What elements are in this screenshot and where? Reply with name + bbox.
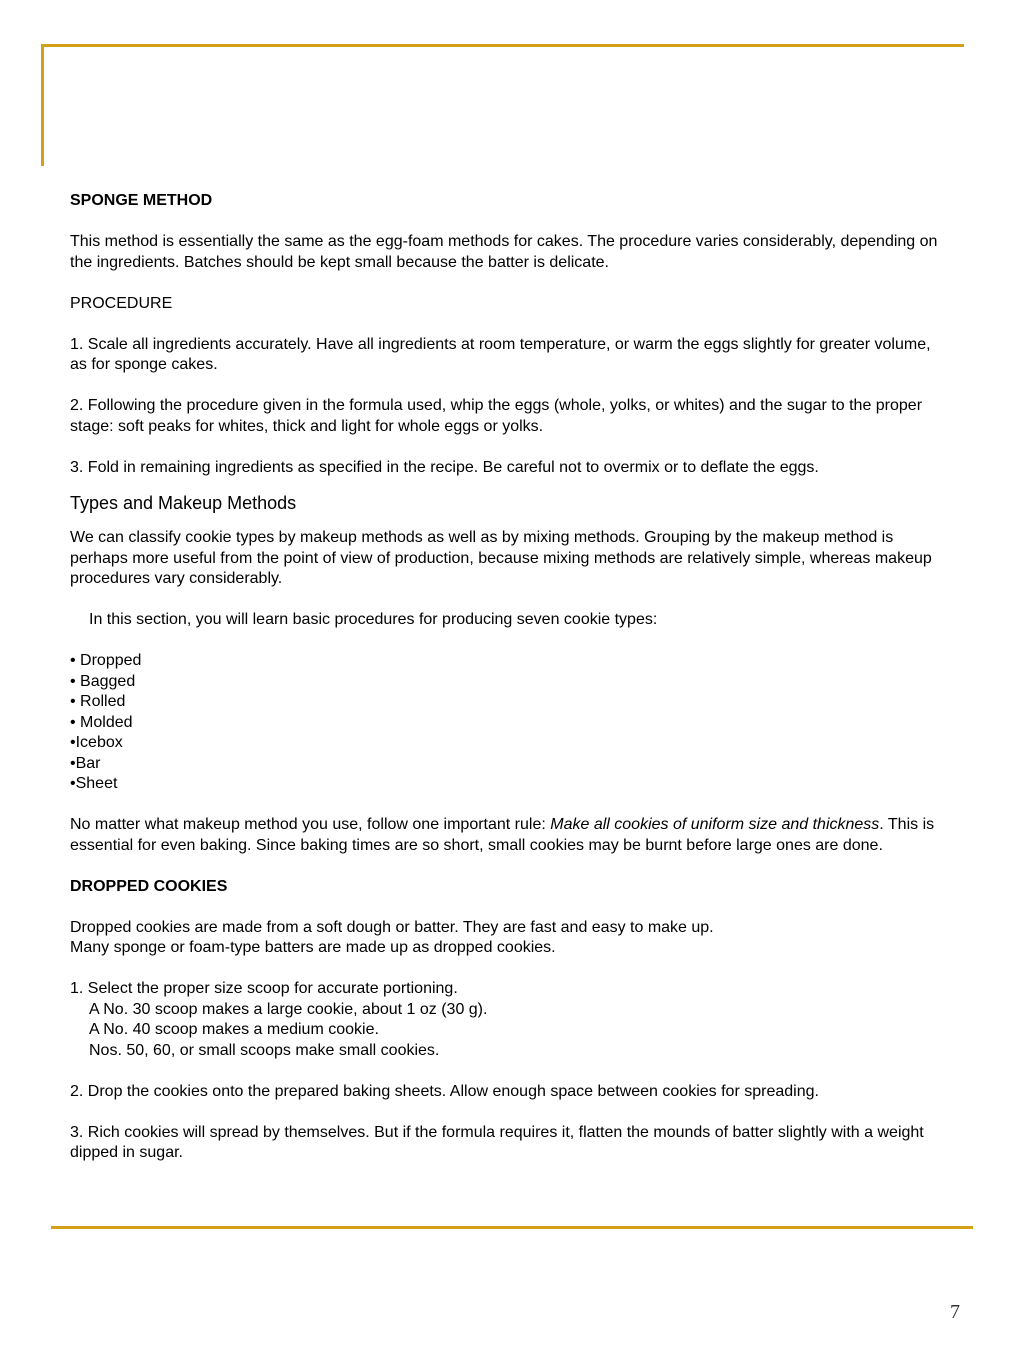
- sponge-step-3: 3. Fold in remaining ingredients as specified in the recipe. Be careful not to overmix or to deflate the eggs.: [70, 458, 819, 476]
- types-heading: Types and Makeup Methods: [70, 493, 297, 513]
- sponge-step-2: 2. Following the procedure given in the formula used, whip the eggs (whole, yolks, or whites) and the sugar to the proper stage: soft peaks for whites, thick and light for whole eggs or yolks.: [70, 397, 923, 435]
- list-item: •Sheet: [70, 775, 118, 792]
- dropped-step-2: 2. Drop the cookies onto the prepared baking sheets. Allow enough space between cookies for spreading.: [70, 1082, 819, 1100]
- list-item: •Bar: [70, 754, 101, 772]
- types-intro: We can classify cookie types by makeup methods as well as by mixing methods. Grouping by the makeup method is perhaps more useful from the point of view of production, because mixing methods are relatively simple, whereas makeup procedures vary considerably.: [70, 529, 932, 587]
- dropped-intro-line-2: Many sponge or foam-type batters are made up as dropped cookies.: [70, 939, 556, 956]
- list-item: • Rolled: [70, 693, 126, 710]
- page-number: 7: [950, 1301, 960, 1323]
- dropped-cookies-heading: DROPPED COOKIES: [70, 877, 228, 895]
- list-item: • Molded: [70, 713, 133, 731]
- sponge-step-1: 1. Scale all ingredients accurately. Have all ingredients at room temperature, or warm the eggs slightly for greater volume, as for sponge cakes.: [70, 335, 931, 373]
- procedure-label: PROCEDURE: [70, 294, 173, 312]
- rule-suffix: . This is essential for even baking. Since baking times are so short, small cookies may be burnt before large ones are done.: [70, 816, 935, 854]
- cookie-type-list: [70, 651, 940, 795]
- page-content: [70, 191, 940, 1164]
- rule-emphasis: Make all cookies of uniform size and thickness: [550, 816, 880, 833]
- list-item: • Bagged: [70, 672, 136, 690]
- scoop-size-line: A No. 40 scoop makes a medium cookie.: [89, 1021, 379, 1038]
- frame-top-border: [41, 44, 964, 47]
- frame-bottom-border: [51, 1226, 973, 1229]
- dropped-step-1: 1. Select the proper size scoop for accurate portioning.: [70, 980, 458, 997]
- list-item: • Dropped: [70, 652, 142, 669]
- sponge-intro: This method is essentially the same as the egg-foam methods for cakes. The procedure varies considerably, depending on the ingredients. Batches should be kept small because the batter is delicate.: [70, 233, 938, 271]
- scoop-size-line: A No. 30 scoop makes a large cookie, about 1 oz (30 g).: [89, 1000, 488, 1018]
- uniform-rule: [70, 815, 940, 856]
- dropped-step-3: 3. Rich cookies will spread by themselves. But if the formula requires it, flatten the mounds of batter slightly with a weight dipped in sugar.: [70, 1123, 924, 1161]
- list-item: •Icebox: [70, 734, 123, 751]
- dropped-intro-line-1: Dropped cookies are made from a soft dough or batter. They are fast and easy to make up.: [70, 918, 714, 936]
- rule-prefix: No matter what makeup method you use, follow one important rule:: [70, 816, 551, 833]
- types-section-intro: In this section, you will learn basic procedures for producing seven cookie types:: [89, 611, 658, 628]
- scoop-size-line: Nos. 50, 60, or small scoops make small cookies.: [89, 1041, 440, 1059]
- frame-left-border: [41, 44, 44, 166]
- sponge-method-heading: SPONGE METHOD: [70, 192, 213, 209]
